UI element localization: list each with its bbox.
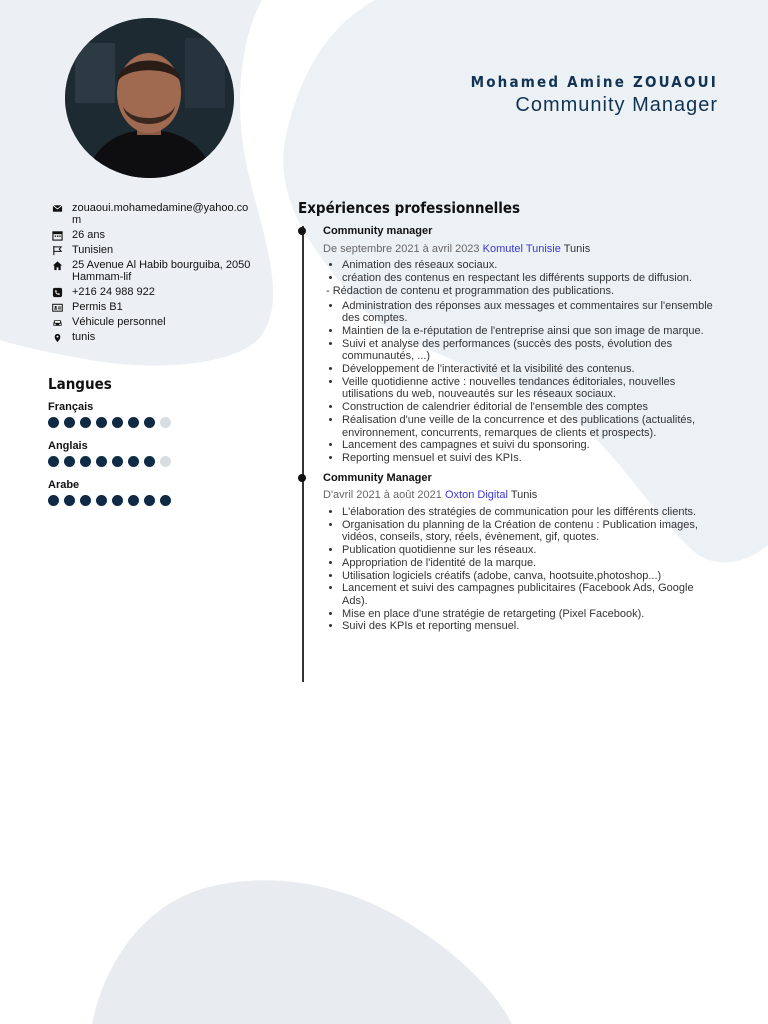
level-dot-empty [160, 456, 171, 467]
job-entry [323, 225, 715, 465]
job-bullet-item: • Développement de l'interactivité et la visibilité des contenus. [342, 363, 715, 376]
id-card-icon [50, 301, 64, 313]
level-dot-filled [48, 417, 59, 428]
job-bullet-item: • Construction de calendrier éditorial de l'ensemble des comptes [342, 401, 715, 414]
job-bullet-item: • Veille quotidienne active : nouvelles tendances éditoriales, nouvelles utilisations du web, nouveautés sur les réseaux sociaux. [342, 376, 715, 401]
contact-vehicle [50, 316, 255, 328]
job-bullet-item: • Appropriation de l'identité de la marque. [342, 557, 715, 570]
job-bullet-item: • Organisation du planning de la Création de contenu : Publication images, vidéos, conseils, story, réels, évènement, gif, quotes. [342, 519, 715, 544]
level-dot-filled [80, 417, 91, 428]
job-bullet-item: • Suivi des KPIs et reporting mensuel. [342, 620, 715, 633]
language-level [48, 417, 171, 428]
email-icon [50, 202, 64, 214]
languages-list [48, 401, 171, 518]
languages-heading: Langues [48, 375, 112, 393]
level-dot-filled [144, 495, 155, 506]
contact-email-text: zouaoui.mohamedamine@yahoo.com [72, 202, 249, 226]
level-dot-filled [128, 495, 139, 506]
level-dot-filled [96, 417, 107, 428]
job-city: Tunis [563, 242, 591, 255]
timeline-line [302, 226, 304, 682]
level-dot-filled [96, 456, 107, 467]
language-name: Français [48, 401, 94, 413]
level-dot-filled [96, 495, 107, 506]
calendar-icon [50, 229, 64, 241]
experience-list [323, 225, 715, 640]
contact-address-text: 25 Avenue Al Habib bourguiba, 2050 Hammam-lif [72, 259, 251, 283]
level-dot-filled [144, 456, 155, 467]
level-dot-filled [64, 495, 75, 506]
job-entry-title: Community manager [323, 225, 433, 237]
job-entry [323, 472, 715, 633]
level-dot-filled [128, 417, 139, 428]
job-bullet-item: • Publication quotidienne sur les réseaux. [342, 544, 715, 557]
profile-photo [65, 18, 234, 178]
level-dot-filled [112, 456, 123, 467]
experience-heading: Expériences professionnelles [298, 199, 521, 217]
contact-list [50, 202, 255, 346]
level-dot-filled [112, 495, 123, 506]
location-pin-icon [50, 331, 64, 343]
header [471, 73, 718, 117]
job-city: Tunis [510, 489, 538, 502]
flag-icon [50, 244, 64, 256]
job-bullet-item: • Suivi et analyse des performances (succès des posts, évolution des communautés, ...) [342, 338, 715, 363]
job-dates: D'avril 2021 à août 2021 [323, 489, 442, 502]
language-item [48, 440, 171, 467]
job-dates: De septembre 2021 à avril 2023 [323, 242, 480, 255]
level-dot-filled [80, 456, 91, 467]
job-entry-title: Community Manager [323, 471, 432, 484]
contact-address [50, 259, 255, 283]
language-name: Arabe [48, 479, 80, 491]
language-item [48, 401, 171, 428]
language-item [48, 479, 171, 506]
contact-email[interactable] [50, 202, 255, 226]
job-bullet-item: • Lancement des campagnes et suivi du sponsoring. [342, 439, 715, 452]
level-dot-filled [160, 495, 171, 506]
language-level [48, 495, 171, 506]
job-company[interactable]: Oxton Digital [444, 489, 508, 502]
home-icon [50, 259, 64, 271]
job-title: Community Manager [515, 94, 718, 116]
contact-phone-text: +216 24 988 922 [72, 286, 155, 298]
language-name: Anglais [48, 440, 88, 452]
level-dot-filled [144, 417, 155, 428]
job-bullet-item: • Réalisation d'une veille de la concurrence et des publications (actualités, environnement, concurrents, remarques de clients et prospects). [342, 414, 715, 439]
job-dash-line: - Rédaction de contenu et programmation des publications. [326, 284, 615, 297]
job-bullet-item: • Administration des réponses aux messages et commentaires sur l'ensemble des comptes. [342, 300, 715, 325]
phone-icon [50, 286, 64, 298]
candidate-name: Mohamed Amine ZOUAOUI [470, 73, 718, 91]
job-bullet-item: • Utilisation logiciels créatifs (adobe, canva, hootsuite,photoshop...) [342, 570, 715, 583]
contact-nationality-text: Tunisien [72, 244, 114, 256]
job-bullets [323, 259, 715, 284]
job-bullets [323, 506, 715, 633]
level-dot-empty [160, 417, 171, 428]
job-bullet-item: • Reporting mensuel et suivi des KPIs. [342, 452, 715, 465]
job-bullet-item: • Lancement et suivi des campagnes publicitaires (Facebook Ads, Google Ads). [342, 582, 715, 607]
level-dot-filled [64, 456, 75, 467]
level-dot-filled [48, 495, 59, 506]
job-entry-meta [323, 489, 715, 502]
contact-city [50, 331, 255, 343]
job-entry-meta [323, 243, 715, 256]
contact-license-text: Permis B1 [72, 301, 123, 313]
car-icon [50, 316, 64, 328]
job-bullet-item: • création des contenus en respectant les différents supports de diffusion. [342, 272, 715, 285]
job-bullet-item: • L'élaboration des stratégies de communication pour les différents clients. [342, 506, 715, 519]
level-dot-filled [48, 456, 59, 467]
contact-nationality [50, 244, 255, 256]
contact-phone[interactable] [50, 286, 255, 298]
job-bullet-item: • Mise en place d'une stratégie de retargeting (Pixel Facebook). [342, 608, 715, 621]
job-bullet-item: • Animation des réseaux sociaux. [342, 259, 715, 272]
contact-age-text: 26 ans [72, 229, 106, 241]
level-dot-filled [128, 456, 139, 467]
level-dot-filled [112, 417, 123, 428]
level-dot-filled [64, 417, 75, 428]
level-dot-filled [80, 495, 91, 506]
language-level [48, 456, 171, 467]
job-company[interactable]: Komutel Tunisie [482, 242, 561, 255]
job-bullet-item: • Maintien de la e-réputation de l'entreprise ainsi que son image de marque. [342, 325, 715, 338]
contact-age [50, 229, 255, 241]
contact-license [50, 301, 255, 313]
contact-vehicle-text: Véhicule personnel [72, 316, 166, 328]
contact-city-text: tunis [72, 331, 96, 343]
job-bullets [323, 300, 715, 465]
